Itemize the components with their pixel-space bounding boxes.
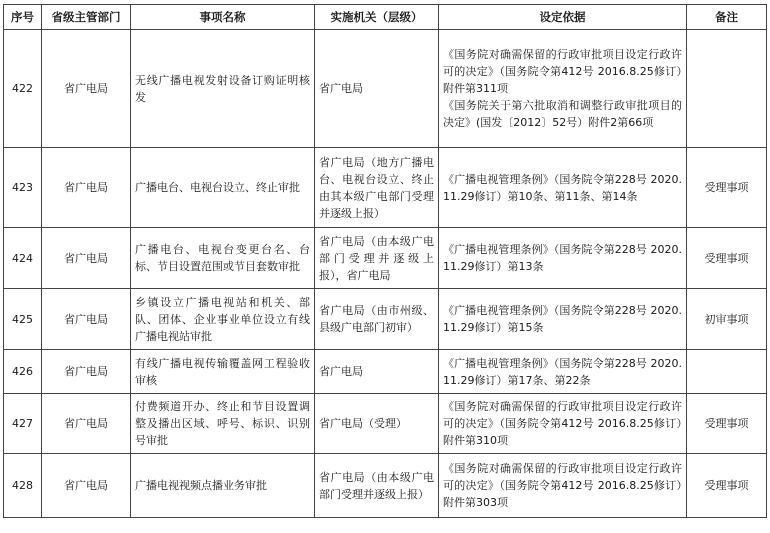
cell-agency: 省广电局（由市州级、县级广电部门初审） — [315, 289, 439, 350]
basis-text: 《国务院对确需保留的行政审批项目设定行政许可的决定》（国务院令第412号 2016.8.25修订）附件第311项 — [443, 48, 682, 95]
cell-agency: 省广电局（受理） — [315, 394, 439, 454]
cell-dept: 省广电局 — [42, 289, 131, 350]
cell-name: 乡镇设立广播电视站和机关、部队、团体、企业事业单位设立有线广播电视站审批 — [131, 289, 315, 350]
header-name: 事项名称 — [131, 5, 315, 30]
table-row — [4, 394, 767, 454]
basis-text: 《国务院关于第六批取消和调整行政审批项目的决定》(国发〔2012〕52号）附件2第66项 — [443, 99, 682, 129]
cell-note: 受理事项 — [687, 148, 767, 228]
cell-name: 付费频道开办、终止和节目设置调整及播出区域、呼号、标识、识别号审批 — [131, 394, 315, 454]
cell-note: 受理事项 — [687, 394, 767, 454]
cell-note: 受理事项 — [687, 454, 767, 518]
cell-name: 广播电视视频点播业务审批 — [131, 454, 315, 518]
cell-basis — [439, 289, 687, 350]
cell-name: 有线广播电视传输覆盖网工程验收审核 — [131, 350, 315, 394]
cell-agency: 省广电局（由本级广电部门受理并逐级上报），省广电局 — [315, 228, 439, 289]
cell-dept: 省广电局 — [42, 350, 131, 394]
cell-basis — [439, 228, 687, 289]
cell-dept: 省广电局 — [42, 228, 131, 289]
cell-dept: 省广电局 — [42, 454, 131, 518]
cell-basis — [439, 30, 687, 148]
cell-seq: 425 — [4, 289, 42, 350]
cell-agency: 省广电局 — [315, 30, 439, 148]
header-basis: 设定依据 — [439, 5, 687, 30]
table-row — [4, 30, 767, 148]
cell-agency: 省广电局 — [315, 350, 439, 394]
cell-note: 受理事项 — [687, 228, 767, 289]
cell-agency: 省广电局（由本级广电部门受理并逐级上报） — [315, 454, 439, 518]
basis-text: 《广播电视管理条例》（国务院令第228号 2020.11.29修订）第13条 — [443, 243, 682, 273]
cell-note — [687, 30, 767, 148]
table-row — [4, 454, 767, 518]
header-note: 备注 — [687, 5, 767, 30]
cell-note — [687, 350, 767, 394]
cell-seq: 426 — [4, 350, 42, 394]
cell-seq: 428 — [4, 454, 42, 518]
table-row — [4, 228, 767, 289]
cell-seq: 423 — [4, 148, 42, 228]
cell-dept: 省广电局 — [42, 394, 131, 454]
cell-basis — [439, 454, 687, 518]
cell-agency: 省广电局（地方广播电台、电视台设立、终止由其本级广电部门受理并逐级上报） — [315, 148, 439, 228]
header-seq: 序号 — [4, 5, 42, 30]
cell-seq: 427 — [4, 394, 42, 454]
cell-name: 广播电台、电视台变更台名、台标、节目设置范围或节目套数审批 — [131, 228, 315, 289]
table-header-row — [4, 5, 767, 30]
cell-basis — [439, 350, 687, 394]
table-row — [4, 289, 767, 350]
cell-seq: 424 — [4, 228, 42, 289]
basis-text: 《国务院对确需保留的行政审批项目设定行政许可的决定》（国务院令第412号 2016.8.25修订）附件第310项 — [443, 400, 682, 447]
cell-basis — [439, 394, 687, 454]
basis-text: 《广播电视管理条例》（国务院令第228号 2020.11.29修订）第17条、第22条 — [443, 356, 682, 387]
basis-text: 《广播电视管理条例》（国务院令第228号 2020.11.29修订）第10条、第11条、第14条 — [443, 172, 682, 203]
cell-note: 初审事项 — [687, 289, 767, 350]
cell-dept: 省广电局 — [42, 30, 131, 148]
header-agency: 实施机关（层级） — [315, 5, 439, 30]
approval-items-table — [3, 4, 767, 518]
basis-text: 《广播电视管理条例》（国务院令第228号 2020.11.29修订）第15条 — [443, 304, 682, 334]
table-row — [4, 148, 767, 228]
table-row — [4, 350, 767, 394]
cell-seq: 422 — [4, 30, 42, 148]
header-dept: 省级主管部门 — [42, 5, 131, 30]
cell-dept: 省广电局 — [42, 148, 131, 228]
cell-name: 无线广播电视发射设备订购证明核发 — [131, 30, 315, 148]
basis-text: 《国务院对确需保留的行政审批项目设定行政许可的决定》（国务院令第412号 2016.8.25修订）附件第303项 — [443, 462, 682, 509]
cell-basis — [439, 148, 687, 228]
cell-name: 广播电台、电视台设立、终止审批 — [131, 148, 315, 228]
